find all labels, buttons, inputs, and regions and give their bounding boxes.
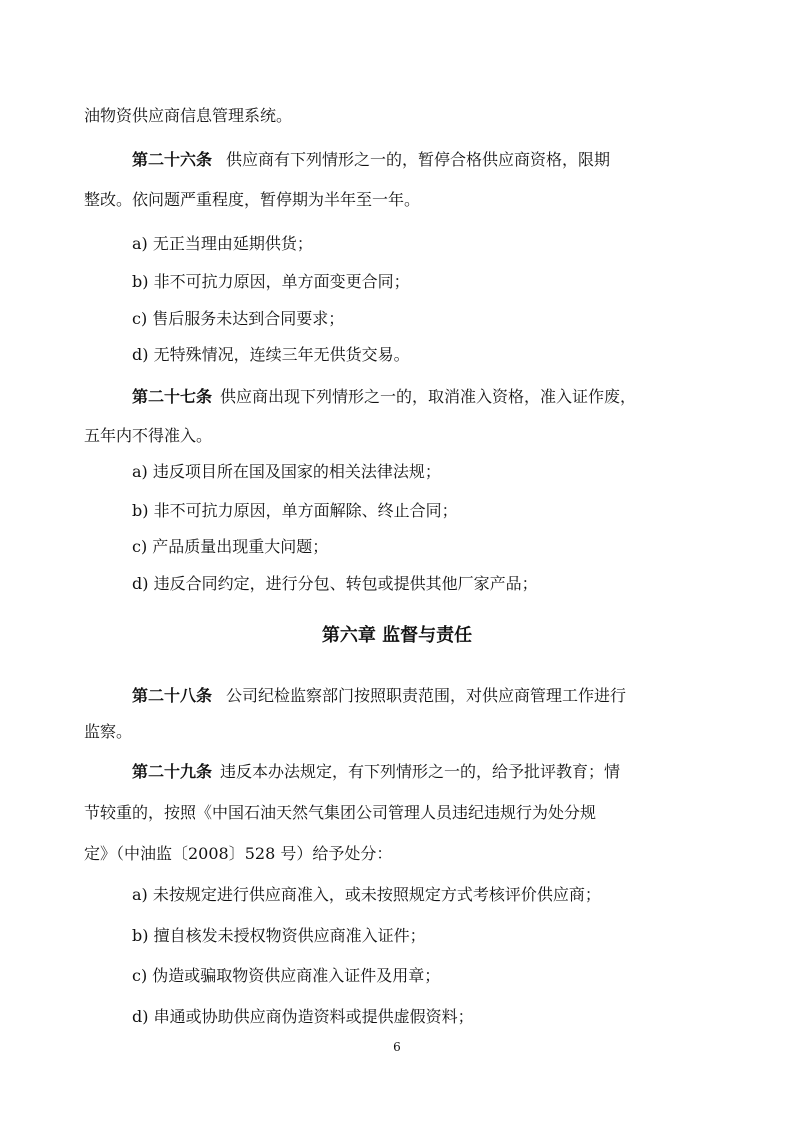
list-item-d: d) 串通或协助供应商伪造资料或提供虚假资料；	[132, 1007, 474, 1026]
article-27-text: 供应商出现下列情形之一的，取消准入资格，准入证作废，	[220, 387, 637, 406]
article-29-line-2: 节较重的，按照《中国石油天然气集团公司管理人员违纪违规行为处分规	[84, 803, 597, 822]
article-28-text: 公司纪检监察部门按照职责范围，对供应商管理工作进行	[226, 686, 627, 705]
list-item-c: c) 伪造或骗取物资供应商准入证件及用章；	[132, 966, 441, 985]
list-item-a: a) 违反项目所在国及国家的相关法律法规；	[132, 462, 441, 481]
paragraph-line: 油物资供应商信息管理系统。	[84, 106, 293, 125]
article-29-line-3: 定》（中油监〔2008〕528 号）给予处分：	[84, 844, 393, 863]
article-29-label: 第二十九条	[132, 762, 213, 781]
list-item-d: d) 无特殊情况，连续三年无供货交易。	[132, 345, 410, 364]
list-item-b: b) 非不可抗力原因，单方面变更合同；	[132, 272, 410, 291]
article-29-line-1	[132, 762, 620, 782]
article-26-line-2: 整改。依问题严重程度，暂停期为半年至一年。	[84, 190, 421, 209]
list-item-d: d) 违反合同约定，进行分包、转包或提供其他厂家产品；	[132, 574, 538, 593]
article-26-line-1	[132, 150, 610, 170]
list-item-c: c) 产品质量出现重大问题；	[132, 537, 329, 556]
list-item-b: b) 擅自核发未授权物资供应商准入证件；	[132, 926, 426, 945]
list-item-a: a) 无正当理由延期供货；	[132, 234, 313, 253]
list-item-c: c) 售后服务未达到合同要求；	[132, 309, 345, 328]
list-item-a: a) 未按规定进行供应商准入，或未按照规定方式考核评价供应商；	[132, 885, 601, 904]
article-28-line-2: 监察。	[84, 722, 133, 741]
article-28-line-1	[132, 686, 626, 706]
article-27-line-1	[132, 387, 636, 407]
article-27-line-2: 五年内不得准入。	[84, 426, 213, 445]
article-29-text: 违反本办法规定，有下列情形之一的，给予批评教育；情	[220, 762, 621, 781]
page-number: 6	[393, 1040, 401, 1054]
article-27-label: 第二十七条	[132, 387, 213, 406]
article-28-label: 第二十八条	[132, 686, 213, 705]
article-26-text: 供应商有下列情形之一的，暂停合格供应商资格，限期	[226, 150, 611, 169]
article-26-label: 第二十六条	[132, 150, 213, 169]
chapter-heading: 第六章 监督与责任	[321, 625, 473, 646]
list-item-b: b) 非不可抗力原因，单方面解除、终止合同；	[132, 501, 458, 520]
